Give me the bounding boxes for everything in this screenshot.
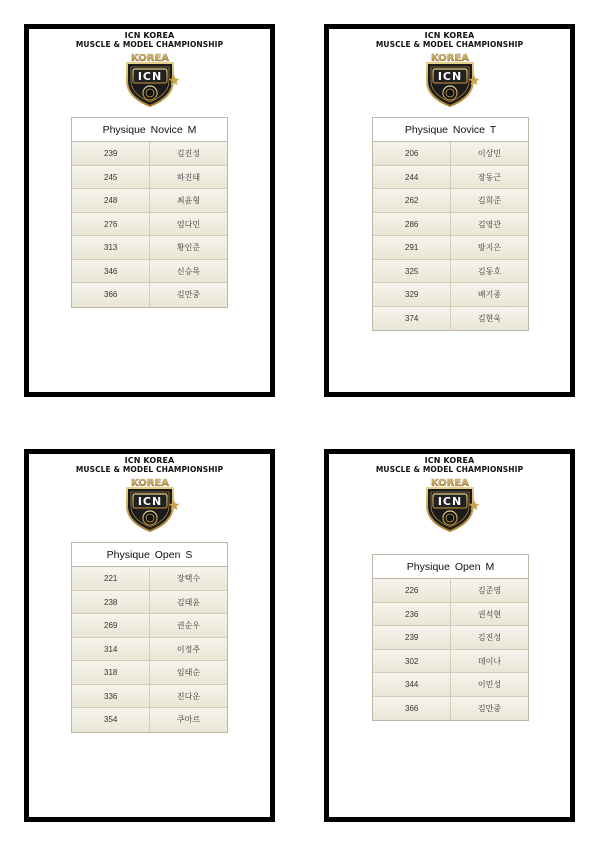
card-header bbox=[329, 29, 570, 49]
table-row bbox=[373, 213, 528, 237]
table-row bbox=[72, 213, 227, 237]
athlete-name: 김만중 bbox=[176, 290, 201, 299]
entry-number: 226 bbox=[373, 579, 451, 602]
table-row bbox=[72, 567, 227, 591]
athlete-name: 장택수 bbox=[176, 574, 201, 583]
table-row bbox=[373, 307, 528, 331]
entry-number: 314 bbox=[72, 638, 150, 661]
athlete-name: 권석현 bbox=[477, 609, 502, 619]
icn-korea-logo-icon bbox=[329, 476, 570, 532]
athlete-name: 쿠마르 bbox=[176, 715, 201, 724]
table-row bbox=[72, 142, 227, 166]
entry-number: 244 bbox=[373, 166, 451, 189]
athlete-name: 황인준 bbox=[176, 243, 201, 252]
table-row bbox=[72, 236, 227, 260]
category-title: Physique Open S bbox=[72, 543, 227, 567]
org-name: ICN KOREA bbox=[424, 456, 475, 465]
table-row bbox=[373, 673, 528, 697]
entry-number: 302 bbox=[373, 650, 451, 673]
table-row bbox=[72, 638, 227, 662]
table-row bbox=[373, 603, 528, 627]
logo-korea-text: KOREA bbox=[130, 478, 169, 489]
entry-number: 276 bbox=[72, 213, 150, 236]
athlete-name: 최윤형 bbox=[176, 196, 201, 205]
card-header bbox=[329, 454, 570, 474]
logo-korea-text: KOREA bbox=[430, 478, 469, 489]
category-title: Physique Novice T bbox=[373, 118, 528, 142]
svg-text:ICN: ICN bbox=[137, 495, 162, 508]
athlete-name: 김현욱 bbox=[477, 313, 502, 323]
athlete-name: 방지은 bbox=[477, 243, 502, 252]
athlete-name: 김진성 bbox=[176, 149, 201, 158]
entry-number: 238 bbox=[72, 591, 150, 614]
table-row bbox=[373, 626, 528, 650]
entry-number: 262 bbox=[373, 189, 451, 212]
athlete-name: 김만중 bbox=[477, 703, 502, 713]
table-row bbox=[373, 283, 528, 307]
table-row bbox=[373, 189, 528, 213]
icn-korea-logo-icon bbox=[29, 476, 270, 532]
athlete-name: 김동호 bbox=[477, 266, 502, 276]
table-row bbox=[72, 260, 227, 284]
athlete-name: 김희준 bbox=[477, 196, 502, 205]
athlete-name: 이상민 bbox=[477, 149, 502, 158]
logo-korea-text: KOREA bbox=[130, 53, 169, 64]
table-row bbox=[72, 189, 227, 213]
svg-text:ICN: ICN bbox=[437, 70, 462, 83]
entry-number: 329 bbox=[373, 283, 451, 306]
athlete-name: 장동근 bbox=[477, 172, 502, 182]
championship-name: MUSCLE & MODEL CHAMPIONSHIP bbox=[75, 40, 224, 49]
table-row bbox=[72, 166, 227, 190]
category-card-physique-novice-t bbox=[324, 24, 575, 397]
entry-number: 366 bbox=[373, 697, 451, 721]
category-title: Physique Novice M bbox=[72, 118, 227, 142]
athlete-name: 배기종 bbox=[477, 290, 502, 299]
entry-number: 318 bbox=[72, 661, 150, 684]
athlete-name: 엄다민 bbox=[176, 219, 201, 229]
table-row bbox=[373, 260, 528, 284]
table-row bbox=[72, 685, 227, 709]
category-card-physique-open-s bbox=[24, 449, 275, 822]
athlete-name: 신승목 bbox=[176, 266, 201, 276]
athlete-name: 데이나 bbox=[477, 656, 502, 666]
table-row bbox=[373, 166, 528, 190]
table-row bbox=[373, 579, 528, 603]
championship-name: MUSCLE & MODEL CHAMPIONSHIP bbox=[75, 465, 224, 474]
athlete-name: 김영관 bbox=[477, 219, 502, 229]
championship-name: MUSCLE & MODEL CHAMPIONSHIP bbox=[375, 40, 524, 49]
entry-number: 248 bbox=[72, 189, 150, 212]
entry-number: 354 bbox=[72, 708, 150, 732]
athlete-name: 김진성 bbox=[477, 633, 502, 642]
entry-table bbox=[372, 117, 529, 331]
entry-number: 313 bbox=[72, 236, 150, 259]
entry-number: 269 bbox=[72, 614, 150, 637]
entry-table bbox=[71, 117, 228, 308]
entry-number: 236 bbox=[373, 603, 451, 626]
championship-name: MUSCLE & MODEL CHAMPIONSHIP bbox=[375, 465, 524, 474]
table-row bbox=[373, 236, 528, 260]
svg-text:ICN: ICN bbox=[437, 495, 462, 508]
table-row bbox=[72, 708, 227, 732]
athlete-name: 이정주 bbox=[176, 644, 201, 654]
table-row bbox=[373, 142, 528, 166]
entry-number: 206 bbox=[373, 142, 451, 165]
org-name: ICN KOREA bbox=[124, 456, 175, 465]
athlete-name: 권순우 bbox=[176, 621, 201, 630]
icn-korea-logo-icon bbox=[329, 51, 570, 107]
category-card-physique-open-m bbox=[324, 449, 575, 822]
org-name: ICN KOREA bbox=[424, 31, 475, 40]
entry-number: 374 bbox=[373, 307, 451, 331]
entry-number: 325 bbox=[373, 260, 451, 283]
athlete-name: 임태순 bbox=[176, 668, 201, 677]
logo-korea-text: KOREA bbox=[430, 53, 469, 64]
table-row bbox=[373, 650, 528, 674]
table-row bbox=[373, 697, 528, 721]
entry-number: 346 bbox=[72, 260, 150, 283]
icn-korea-logo-icon bbox=[29, 51, 270, 107]
category-title: Physique Open M bbox=[373, 555, 528, 579]
entry-number: 336 bbox=[72, 685, 150, 708]
entry-number: 221 bbox=[72, 567, 150, 590]
org-name: ICN KOREA bbox=[124, 31, 175, 40]
entry-number: 239 bbox=[373, 626, 451, 649]
entry-number: 286 bbox=[373, 213, 451, 236]
category-card-physique-novice-m bbox=[24, 24, 275, 397]
table-row bbox=[72, 283, 227, 307]
athlete-name: 김준영 bbox=[477, 586, 502, 595]
card-header bbox=[29, 29, 270, 49]
table-row bbox=[72, 614, 227, 638]
entry-number: 239 bbox=[72, 142, 150, 165]
entry-table bbox=[71, 542, 228, 733]
entry-number: 344 bbox=[373, 673, 451, 696]
entry-table bbox=[372, 554, 529, 721]
athlete-name: 김태윤 bbox=[176, 597, 201, 607]
athlete-name: 하진태 bbox=[176, 172, 201, 182]
entry-number: 291 bbox=[373, 236, 451, 259]
table-row bbox=[72, 661, 227, 685]
athlete-name: 진다운 bbox=[176, 691, 201, 701]
entry-number: 245 bbox=[72, 166, 150, 189]
entry-number: 366 bbox=[72, 283, 150, 307]
svg-text:ICN: ICN bbox=[137, 70, 162, 83]
card-header bbox=[29, 454, 270, 474]
athlete-name: 이민성 bbox=[477, 680, 502, 689]
table-row bbox=[72, 591, 227, 615]
